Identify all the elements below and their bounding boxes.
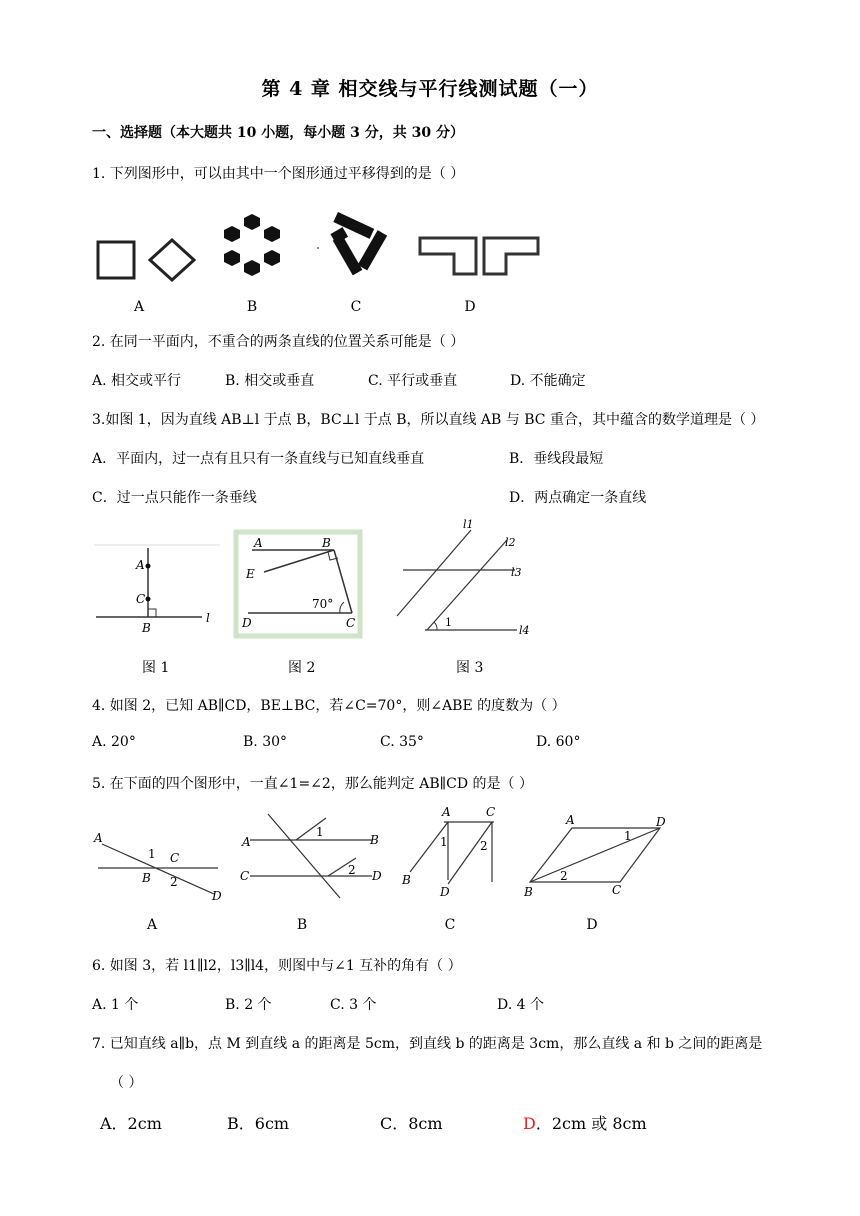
q2-option-d: D. 不能确定 xyxy=(510,373,586,389)
q5-label-b: B xyxy=(296,917,308,933)
svg-text:1: 1 xyxy=(440,835,448,849)
svg-text:C: C xyxy=(612,883,622,897)
svg-text:2: 2 xyxy=(348,863,356,877)
svg-text:C: C xyxy=(240,869,250,883)
q5-figures xyxy=(90,800,690,910)
q7-option-d-letter: D xyxy=(523,1114,536,1133)
fig2-label-e: E xyxy=(246,567,255,581)
svg-text:D: D xyxy=(656,815,666,829)
q3-option-c: C．过一点只能作一条垂线 xyxy=(92,490,257,506)
q4-option-d: D. 60° xyxy=(536,734,581,750)
svg-text:1: 1 xyxy=(148,847,156,861)
q1-d-left-shape xyxy=(420,238,476,274)
svg-text:B: B xyxy=(524,885,533,899)
svg-text:D: D xyxy=(372,869,382,883)
section-heading: 一、选择题（本大题共 10 小题，每小题 3 分，共 30 分） xyxy=(92,125,464,141)
caption-fig-3: 图 3 xyxy=(456,660,484,676)
caption-fig-2: 图 2 xyxy=(288,660,316,676)
fig2-label-c: C xyxy=(346,616,356,630)
svg-text:2: 2 xyxy=(480,839,488,853)
page-title: 第 4 章 相交线与平行线测试题（一） xyxy=(261,78,599,100)
svg-text:A: A xyxy=(566,813,575,827)
fig2-label-a: A xyxy=(254,536,263,550)
svg-text:D: D xyxy=(440,885,450,899)
q5-label-d: D xyxy=(586,917,598,933)
svg-text:B: B xyxy=(370,833,379,847)
fig1-label-l: l xyxy=(206,611,210,625)
q4-option-c: C. 35° xyxy=(380,734,424,750)
q7-option-d-text: ．2cm 或 8cm xyxy=(535,1114,647,1133)
q7-blank: （ ） xyxy=(110,1075,143,1091)
svg-text:B: B xyxy=(142,871,151,885)
svg-text:A: A xyxy=(242,835,251,849)
fig3-label-l2: l2 xyxy=(505,536,516,549)
q6-option-a: A. 1 个 xyxy=(92,997,139,1013)
q2-option-c: C. 平行或垂直 xyxy=(368,373,458,389)
q1-d-right-shape xyxy=(484,238,538,274)
q2-option-a: A. 相交或平行 xyxy=(92,373,182,389)
q1-c-pinwheel xyxy=(330,212,387,275)
fig2-label-b: B xyxy=(322,536,331,550)
q3-option-b: B．垂线段最短 xyxy=(509,451,604,467)
q5-figure-c xyxy=(401,805,495,899)
q4-option-b: B. 30° xyxy=(243,734,288,750)
svg-text:C: C xyxy=(170,851,180,865)
q7-option-c: C．8cm xyxy=(380,1114,443,1133)
fig3-label-l1: l1 xyxy=(463,518,474,531)
fig2-label-d: D xyxy=(242,616,252,630)
fig3-label-l4: l4 xyxy=(519,624,530,637)
q1-label-d: D xyxy=(464,299,476,315)
question-7: 7. 已知直线 a∥b，点 M 到直线 a 的距离是 5cm，到直线 b 的距离是 3cm，那么直线 a 和 b 之间的距离是 xyxy=(92,1036,763,1052)
svg-text:C: C xyxy=(486,805,496,819)
q5-figure-b xyxy=(240,814,382,898)
svg-text:2: 2 xyxy=(170,875,178,889)
q7-option-a: A．2cm xyxy=(100,1114,162,1133)
q4-option-a: A. 20° xyxy=(92,734,136,750)
fig1-label-c: C xyxy=(136,592,146,606)
fig1-label-b: B xyxy=(142,621,151,635)
q3-option-a: A．平面内，过一点有且只有一条直线与已知直线垂直 xyxy=(92,451,425,467)
question-3: 3.如图 1，因为直线 AB⊥l 于点 B，BC⊥l 于点 B，所以直线 AB 与 BC 重合，其中蕴含的数学道理是（ ） xyxy=(92,412,765,428)
svg-text:1: 1 xyxy=(624,829,632,843)
q1-b-hexagon-ring xyxy=(224,214,280,276)
q5-figure-d xyxy=(523,813,666,899)
q1-a-square xyxy=(98,242,134,278)
svg-text:D: D xyxy=(212,889,222,903)
svg-text:1: 1 xyxy=(316,825,324,839)
figure-3 xyxy=(395,520,535,642)
q2-option-b: B. 相交或垂直 xyxy=(225,373,315,389)
svg-text:A: A xyxy=(94,831,103,845)
fig3-label-l3: l3 xyxy=(511,566,522,579)
fig3-angle: 1 xyxy=(445,616,452,629)
fig2-angle: 70° xyxy=(312,597,334,611)
question-6: 6. 如图 3，若 l1∥l2，l3∥l4，则图中与∠1 互补的角有（ ） xyxy=(92,958,462,974)
q1-figures xyxy=(90,200,550,290)
q5-label-c: C xyxy=(444,917,456,933)
q7-option-b: B．6cm xyxy=(227,1114,290,1133)
q5-label-a: A xyxy=(146,917,158,933)
svg-text:2: 2 xyxy=(560,869,568,883)
question-4: 4. 如图 2，已知 AB∥CD，BE⊥BC，若∠C=70°，则∠ABE 的度数为（ ） xyxy=(92,698,566,714)
q5-figure-a xyxy=(93,831,222,903)
q7-option-d xyxy=(523,1111,647,1134)
figure-1 xyxy=(92,540,222,640)
question-2: 2. 在同一平面内，不重合的两条直线的位置关系可能是（ ） xyxy=(92,334,465,350)
question-1: 1. 下列图形中，可以由其中一个图形通过平移得到的是（ ） xyxy=(92,166,465,182)
q1-label-b: B xyxy=(246,299,258,315)
caption-fig-1: 图 1 xyxy=(142,660,170,676)
q6-option-c: C. 3 个 xyxy=(330,997,377,1013)
svg-text:B: B xyxy=(402,873,411,887)
fig1-label-a: A xyxy=(136,558,145,572)
q3-option-d: D．两点确定一条直线 xyxy=(509,490,647,506)
q1-label-a: A xyxy=(133,299,145,315)
q6-option-b: B. 2 个 xyxy=(225,997,272,1013)
figure-2 xyxy=(234,530,362,638)
svg-text:A: A xyxy=(442,805,451,819)
q1-label-c: C xyxy=(350,299,362,315)
q1-a-diamond xyxy=(150,240,194,280)
q6-option-d: D. 4 个 xyxy=(497,997,544,1013)
question-5: 5. 在下面的四个图形中，一直∠1=∠2，那么能判定 AB∥CD 的是（ ） xyxy=(92,776,533,792)
